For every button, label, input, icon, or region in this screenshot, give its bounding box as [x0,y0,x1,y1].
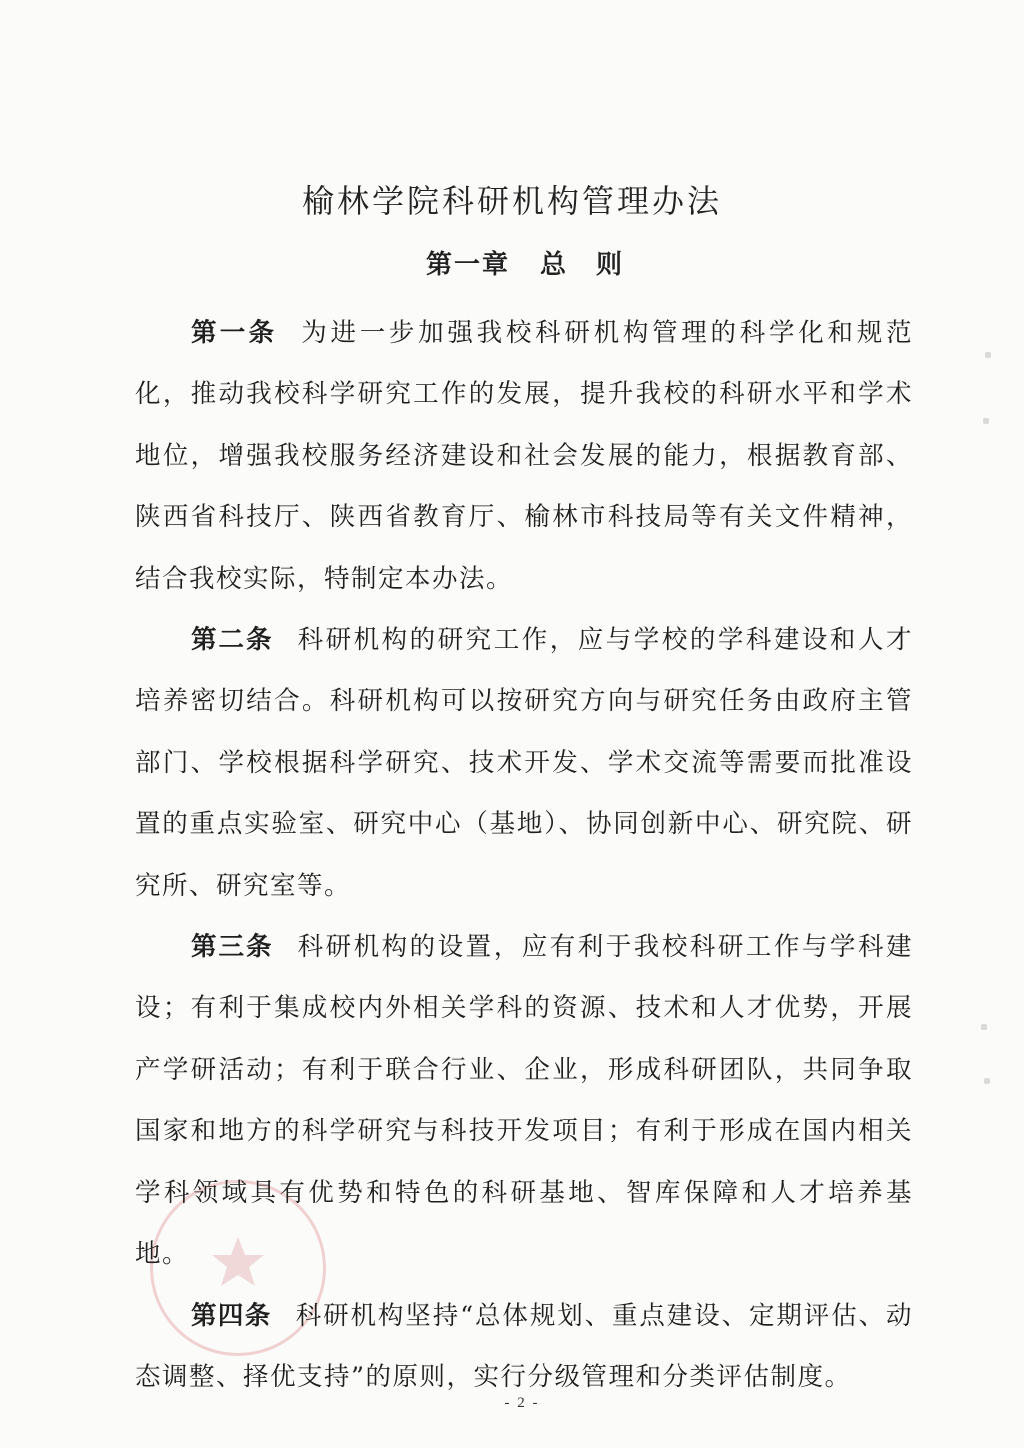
article-number: 第一条 [191,318,278,348]
article-number: 第三条 [191,932,274,963]
article-number: 第四条 [191,1300,272,1331]
chapter-name: 总 则 [540,250,625,280]
scan-mark [984,1078,990,1084]
article-1 [135,303,913,610]
chapter-heading [0,244,1024,281]
article-text: 为进一步加强我校科研机构管理的科学化和规范化，推动我校科学研究工作的发展，提升我校的科研水平和学术地位，增强我校服务经济建设和社会发展的能力，根据教育部、陕西省科技厅、陕西省教育厅、榆林市科技局等有关文件精神，结合我校实际，特制定本办法。 [135,318,913,594]
scan-mark [985,352,991,358]
article-2 [135,610,913,917]
article-text: 科研机构的设置，应有利于我校科研工作与学科建设；有利于集成校内外相关学科的资源、技术和人才优势，开展产学研活动；有利于联合行业、企业，形成科研团队，共同争取国家和地方的科学研究与科技开发项目；有利于形成在国内相关学科领域具有优势和特色的科研基地、智库保障和人才培养基地。 [135,932,913,1270]
article-number: 第二条 [191,625,274,656]
article-text: 科研机构的研究工作，应与学校的学科建设和人才培养密切结合。科研机构可以按研究方向与研究任务由政府主管部门、学校根据科学研究、技术开发、学术交流等需要而批准设置的重点实验室、研究中心（基地）、协同创新中心、研究院、研究所、研究室等。 [135,625,913,901]
page-number: - 2 - [504,1395,540,1411]
chapter-label: 第一章 [425,250,510,280]
article-4 [135,1286,913,1409]
article-3 [135,917,913,1285]
scan-mark [983,418,989,424]
scan-mark [981,1024,987,1030]
article-text: 科研机构坚持“总体规划、重点建设、定期评估、动态调整、择优支持”的原则，实行分级管理和分类评估制度。 [135,1300,913,1392]
document-body [135,303,913,1408]
document-title: 榆林学院科研机构管理办法 [301,182,722,220]
